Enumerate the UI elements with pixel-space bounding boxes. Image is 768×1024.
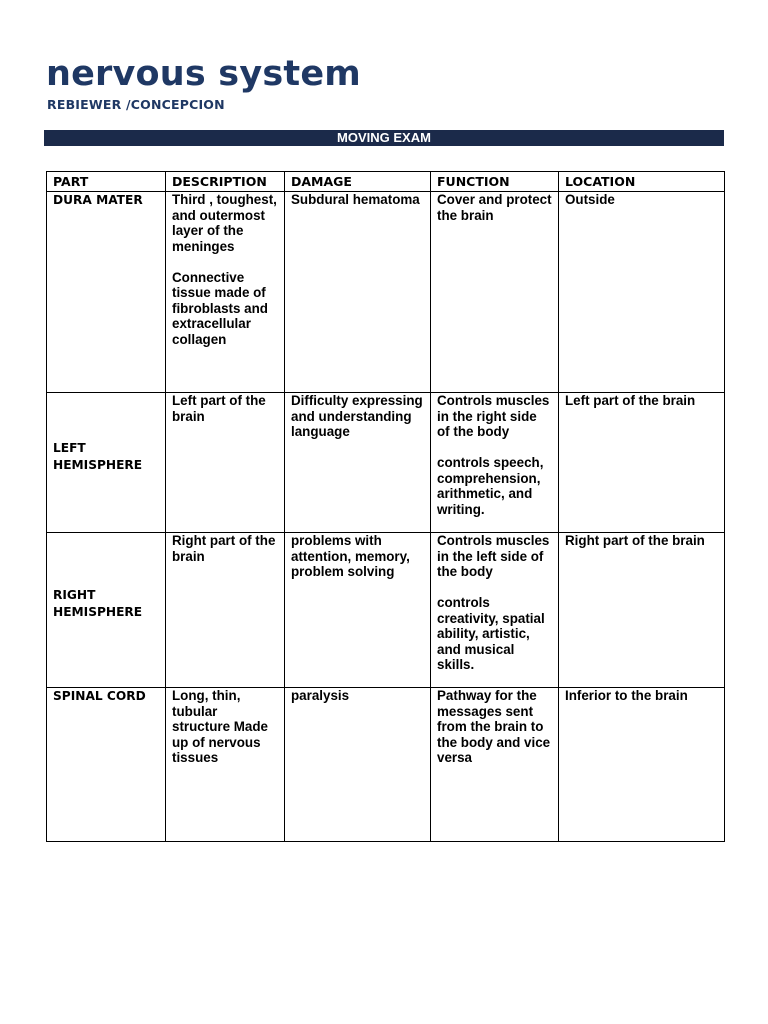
- function-text: Controls muscles in the right side of the body: [437, 393, 550, 439]
- function-cell: [431, 533, 559, 688]
- location-text: Outside: [565, 192, 615, 207]
- damage-text: paralysis: [291, 688, 350, 703]
- part-name: SPINAL CORD: [53, 689, 146, 703]
- description-text: Right part of the brain: [172, 533, 276, 564]
- location-text: Right part of the brain: [565, 533, 705, 548]
- location-cell: [559, 393, 725, 533]
- location-text: Left part of the brain: [565, 393, 696, 408]
- table-row: [47, 393, 725, 533]
- damage-cell: [285, 192, 431, 393]
- damage-cell: [285, 393, 431, 533]
- damage-text: Subdural hematoma: [291, 192, 420, 207]
- part-name: LEFT HEMISPHERE: [53, 440, 143, 472]
- table-row: [47, 533, 725, 688]
- description-cell: [166, 393, 285, 533]
- header-part: PART: [47, 172, 166, 192]
- header-function: FUNCTION: [431, 172, 559, 192]
- function-text: controls speech, comprehension, arithmetic, and writing.: [437, 455, 544, 517]
- damage-cell: [285, 688, 431, 842]
- table-header-row: [47, 172, 725, 192]
- table-row: [47, 192, 725, 393]
- description-cell: [166, 533, 285, 688]
- header-damage: DAMAGE: [285, 172, 431, 192]
- part-name: DURA MATER: [53, 193, 143, 207]
- document-subtitle: REBIEWER /CONCEPCION: [47, 97, 225, 112]
- header-location: LOCATION: [559, 172, 725, 192]
- function-cell: [431, 688, 559, 842]
- part-name: RIGHT HEMISPHERE: [53, 588, 143, 619]
- description-cell: [166, 192, 285, 393]
- description-cell: [166, 688, 285, 842]
- description-text: Long, thin, tubular structure Made up of nervous tissues: [172, 688, 268, 765]
- damage-cell: [285, 533, 431, 688]
- header-description: DESCRIPTION: [166, 172, 285, 192]
- part-cell: [47, 192, 166, 393]
- description-text: Third , toughest, and outermost layer of the meninges: [172, 192, 277, 254]
- location-cell: [559, 688, 725, 842]
- damage-text: problems with attention, memory, problem solving: [291, 533, 410, 579]
- exam-banner: MOVING EXAM: [44, 130, 724, 146]
- nervous-system-table: [46, 171, 725, 842]
- function-cell: [431, 192, 559, 393]
- part-cell: [47, 533, 166, 688]
- part-cell: [47, 688, 166, 842]
- function-cell: [431, 393, 559, 533]
- function-text: controls creativity, spatial ability, artistic, and musical skills.: [437, 595, 545, 672]
- function-text: Pathway for the messages sent from the brain to the body and vice versa: [437, 688, 551, 765]
- function-text: Controls muscles in the left side of the body: [437, 533, 550, 579]
- location-text: Inferior to the brain: [565, 688, 688, 703]
- description-text: Connective tissue made of fibroblasts and extracellular collagen: [172, 269, 268, 347]
- damage-text: Difficulty expressing and understanding language: [291, 393, 423, 439]
- table-row: [47, 688, 725, 842]
- document-title: nervous system: [46, 54, 361, 94]
- function-text: Cover and protect the brain: [437, 192, 552, 223]
- location-cell: [559, 192, 725, 393]
- location-cell: [559, 533, 725, 688]
- part-cell: [47, 393, 166, 533]
- description-text: Left part of the brain: [172, 393, 266, 424]
